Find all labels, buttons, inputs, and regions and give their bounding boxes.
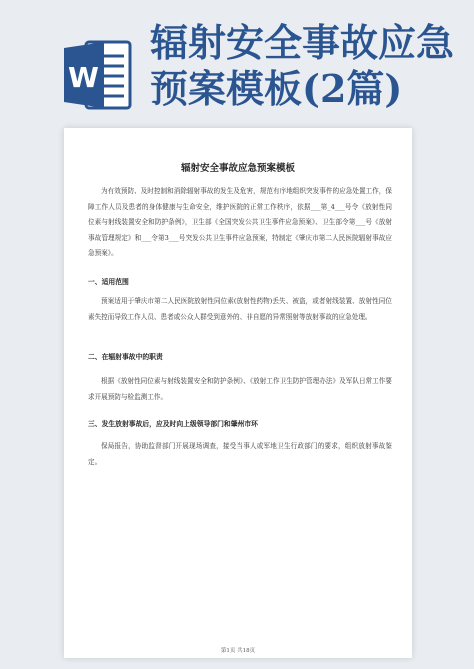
section3-paragraph: 保局报告，协助监督部门开展现场调查，接受当事人或军地卫生行政部门的要求，组织放射事故鉴定。 (88, 442, 392, 466)
section1-heading: 一、适用范围 (88, 278, 129, 286)
section1-paragraph: 预案适用于肇庆市第二人民医院放射性同位素(放射性药物)丢失、被盗，或者射线装置、放射性同位素失控而导致工作人员、患者或公众人群受到意外的、非自愿的异常照射等放射事故的应急处理。 (88, 297, 392, 321)
section2-paragraph: 根据《放射性同位素与射线装置安全和防护条例》、《放射工作卫生防护管理办法》及军队日常工作要求开展预防与检监测工作。 (88, 377, 392, 401)
header-title (150, 20, 470, 112)
section3-heading: 三、发生放射事故后，应及时向上级领导部门和肇州市环 (88, 420, 258, 428)
section2-heading: 二、在辐射事故中的职责 (88, 353, 163, 361)
document-page (64, 128, 412, 658)
document-title: 辐射安全事故应急预案模板 (180, 163, 295, 174)
title-line-1: 辐射安全事故应急 (150, 20, 455, 65)
svg-text:W: W (68, 61, 99, 94)
page-number: 第1页 共18页 (220, 648, 256, 654)
title-line-2: 预案模板(2篇) (150, 66, 403, 111)
intro-paragraph: 为有效预防、及时控制和消除辐射事故的发生及危害，规范有序地组织突发事件的应急处置工作，保障工作人员及患者的身体健康与生命安全，维护医院的正常工作秩序，依据___第_4___号令《放射性同位素与射线装置安全和防护条例》，卫生部《全国突发公共卫生事件应急预案》、卫生部令第___号《放射事故管理规定》和___令第3___号突发公共卫生事件应急预案，特制定《肇庆市第二人民医院辐射事故应急预案》。 (88, 187, 392, 257)
word-document-icon (64, 38, 134, 112)
